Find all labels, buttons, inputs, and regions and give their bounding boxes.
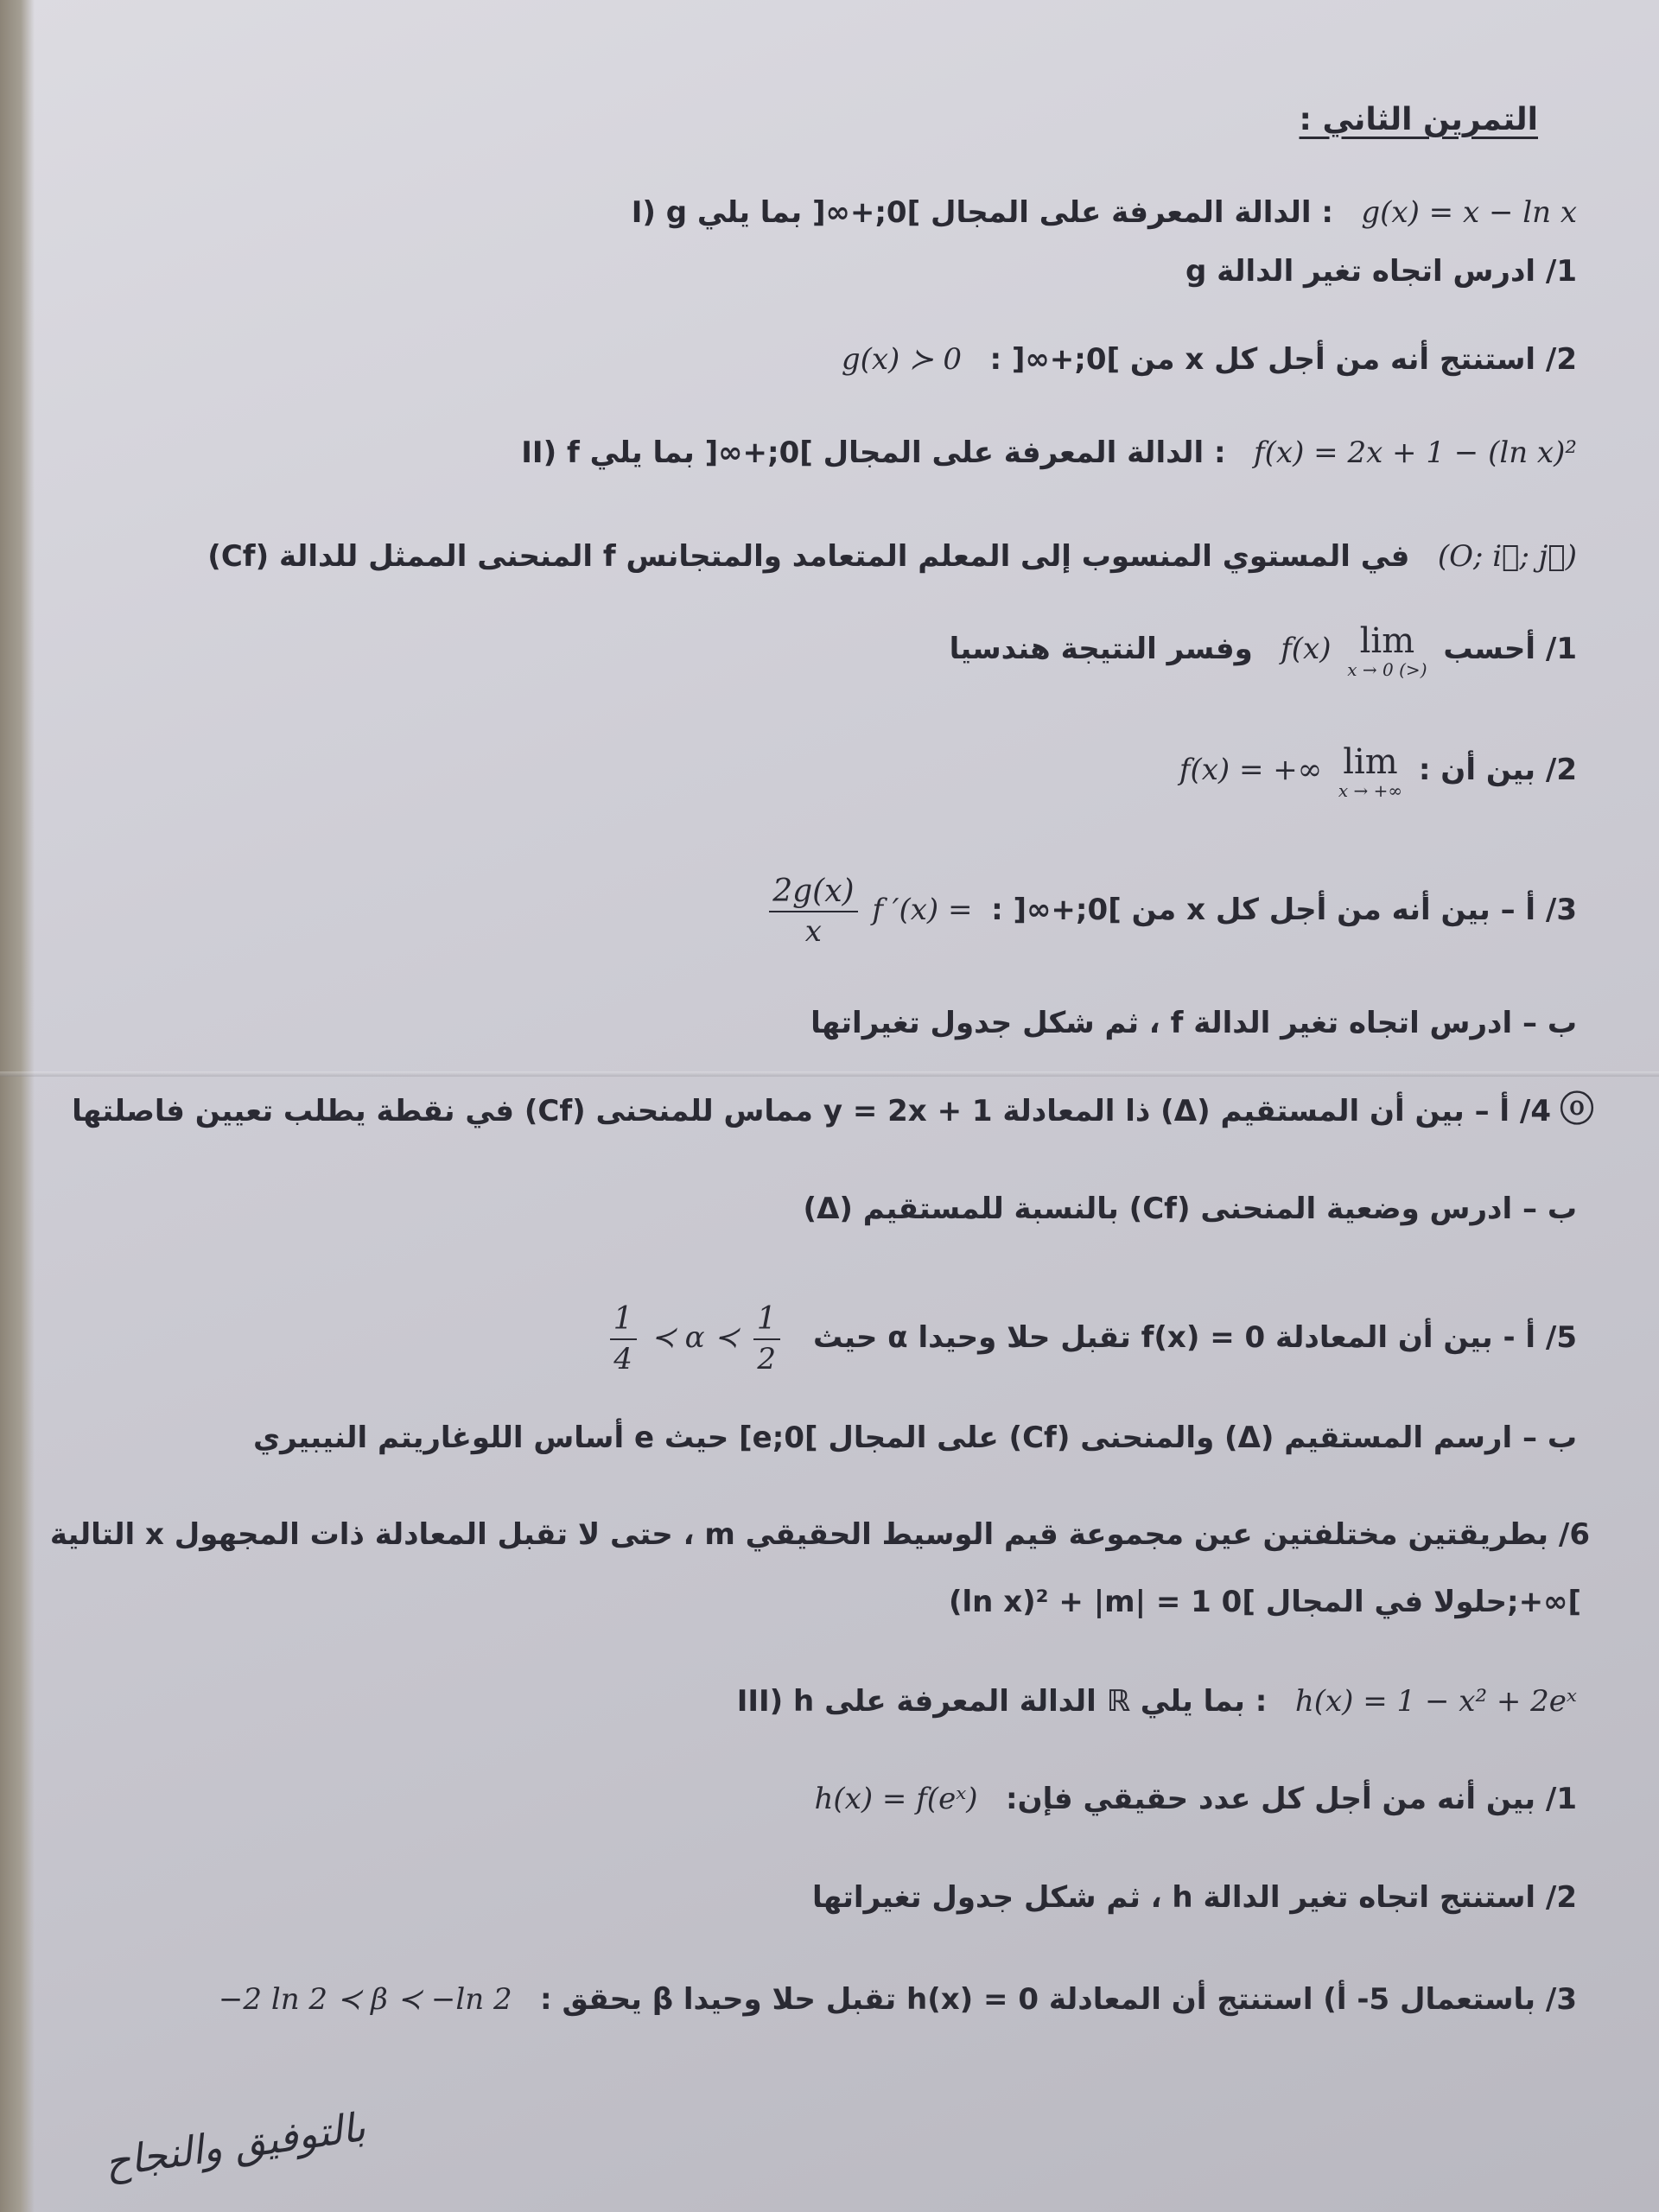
question-i-2 xyxy=(842,339,1577,380)
question-i-1-text: 1/ ادرس اتجاه تغير الدالة g xyxy=(1185,254,1577,289)
fraction-one-quarter: $\frac{1}{4}$ xyxy=(610,1300,637,1378)
part-ii-definition xyxy=(521,432,1577,474)
question-iii-1-text: 1/ بين أنه من أجل كل عدد حقيقي فإن: xyxy=(1005,1782,1577,1816)
question-ii-4b xyxy=(804,1188,1577,1230)
frame-notation: (O; i⃗; j⃗) xyxy=(1437,539,1577,574)
part-iii-definition xyxy=(737,1681,1577,1722)
f-formula: f(x) = 2x + 1 − (ln x)² xyxy=(1254,435,1577,470)
limit-at-infinity: lim x → +∞ xyxy=(1338,742,1403,801)
limit-at-zero: lim x → 0 (>) xyxy=(1347,621,1427,680)
question-iii-1 xyxy=(815,1778,1577,1820)
question-ii-3b-text: ب – ادرس اتجاه تغير الدالة f ، ثم شكل جدول تغيراتها xyxy=(810,1006,1577,1040)
curve-definition-text: (Cf) المنحنى الممثل للدالة f في المستوي المنسوب إلى المعلم المتعامد والمتجانس xyxy=(207,539,1410,574)
curve-definition xyxy=(207,536,1577,577)
question-ii-4b-text: ب – ادرس وضعية المنحنى (Cf) بالنسبة للمستقيم (Δ) xyxy=(803,1192,1577,1226)
exercise-title: التمرين الثاني : xyxy=(1299,102,1538,137)
question-ii-6 xyxy=(50,1514,1590,1555)
part-i-definition xyxy=(632,192,1577,233)
part-ii-text: II) f الدالة المعرفة على المجال ]0;+∞[ بما يلي : xyxy=(521,435,1226,470)
limit-expression: f(x) xyxy=(1281,632,1332,666)
margin-mark: ⓞ xyxy=(1560,1089,1594,1129)
good-luck-signature: بالتوفيق والنجاح xyxy=(101,2103,368,2186)
question-ii-6-text: 6/ بطريقتين مختلفتين عين مجموعة قيم الوسيط الحقيقي m ، حتى لا تقبل المعادلة ذات المجهول x التالية xyxy=(49,1517,1590,1552)
question-iii-2 xyxy=(812,1877,1577,1918)
question-i-1 xyxy=(1185,251,1577,292)
question-ii-1 xyxy=(950,622,1577,679)
question-ii-5a xyxy=(605,1300,1577,1378)
question-ii-5b-text: ب – ارسم المستقيم (Δ) والمنحنى (Cf) على المجال ]0;e] حيث e أساس اللوغاريتم النيبيري xyxy=(252,1421,1577,1455)
question-ii-4a xyxy=(72,1090,1551,1132)
alpha-bounds xyxy=(605,1300,785,1378)
question-ii-1-text: 1/ أحسب xyxy=(1443,632,1577,666)
part-iii-text: III) h الدالة المعرفة على ℝ بما يلي : xyxy=(736,1684,1268,1719)
h-equals-f-formula: h(x) = f(eˣ) xyxy=(814,1782,978,1816)
question-ii-2 xyxy=(1179,743,1577,800)
question-iii-3-text: 3/ باستعمال 5- أ) استنتج أن المعادلة h(x) = 0 تقبل حلا وحيدا β يحقق : xyxy=(540,1982,1577,2017)
question-ii-1-text-end: وفسر النتيجة هندسيا xyxy=(949,632,1253,666)
g-formula: g(x) = x − ln x xyxy=(1361,195,1577,230)
fraction-one-half: $\frac{1}{2}$ xyxy=(753,1300,780,1378)
question-ii-2-text: 2/ بين أن : xyxy=(1418,753,1577,787)
question-ii-5b xyxy=(253,1417,1577,1459)
alpha-inequality: ≺ α ≺ xyxy=(651,1320,739,1355)
question-ii-3a xyxy=(764,873,1577,950)
question-iii-3 xyxy=(219,1979,1577,2020)
beta-bounds: −2 ln 2 ≺ β ≺ −ln 2 xyxy=(218,1982,512,2017)
question-ii-3a-text: 3/ أ – بين أنه من أجل كل x من ]0;+∞[ : xyxy=(991,893,1577,927)
derivative-label: f ′(x) = xyxy=(872,893,973,927)
question-i-2-text: 2/ استنتج أنه من أجل كل x من ]0;+∞[ : xyxy=(989,342,1577,377)
part-i-text: I) g الدالة المعرفة على المجال ]0;+∞[ بما يلي : xyxy=(631,195,1333,230)
question-ii-6-equation-text: (ln x)² + |m| = 1 حلولا في المجال ]0;+∞[ xyxy=(948,1585,1581,1619)
question-ii-5a-text: 5/ أ - بين أن المعادلة f(x) = 0 تقبل حلا وحيدا α حيث xyxy=(813,1320,1577,1355)
limit-infinity-expression: f(x) = +∞ xyxy=(1179,753,1323,787)
question-ii-4a-text: 4/ أ – بين أن المستقيم (Δ) ذا المعادلة y = 2x + 1 مماس للمنحنى (Cf) في نقطة يطلب تعيين فاصلتها xyxy=(72,1094,1551,1128)
derivative-fraction: $\frac{2g(x)}{x}$ xyxy=(769,873,857,950)
question-ii-6-equation xyxy=(949,1581,1581,1623)
question-ii-3b xyxy=(810,1002,1577,1044)
h-formula: h(x) = 1 − x² + 2eˣ xyxy=(1294,1684,1577,1719)
g-positive-formula: g(x) ≻ 0 xyxy=(841,342,963,377)
question-iii-2-text: 2/ استنتج اتجاه تغير الدالة h ، ثم شكل جدول تغيراتها xyxy=(811,1880,1577,1915)
